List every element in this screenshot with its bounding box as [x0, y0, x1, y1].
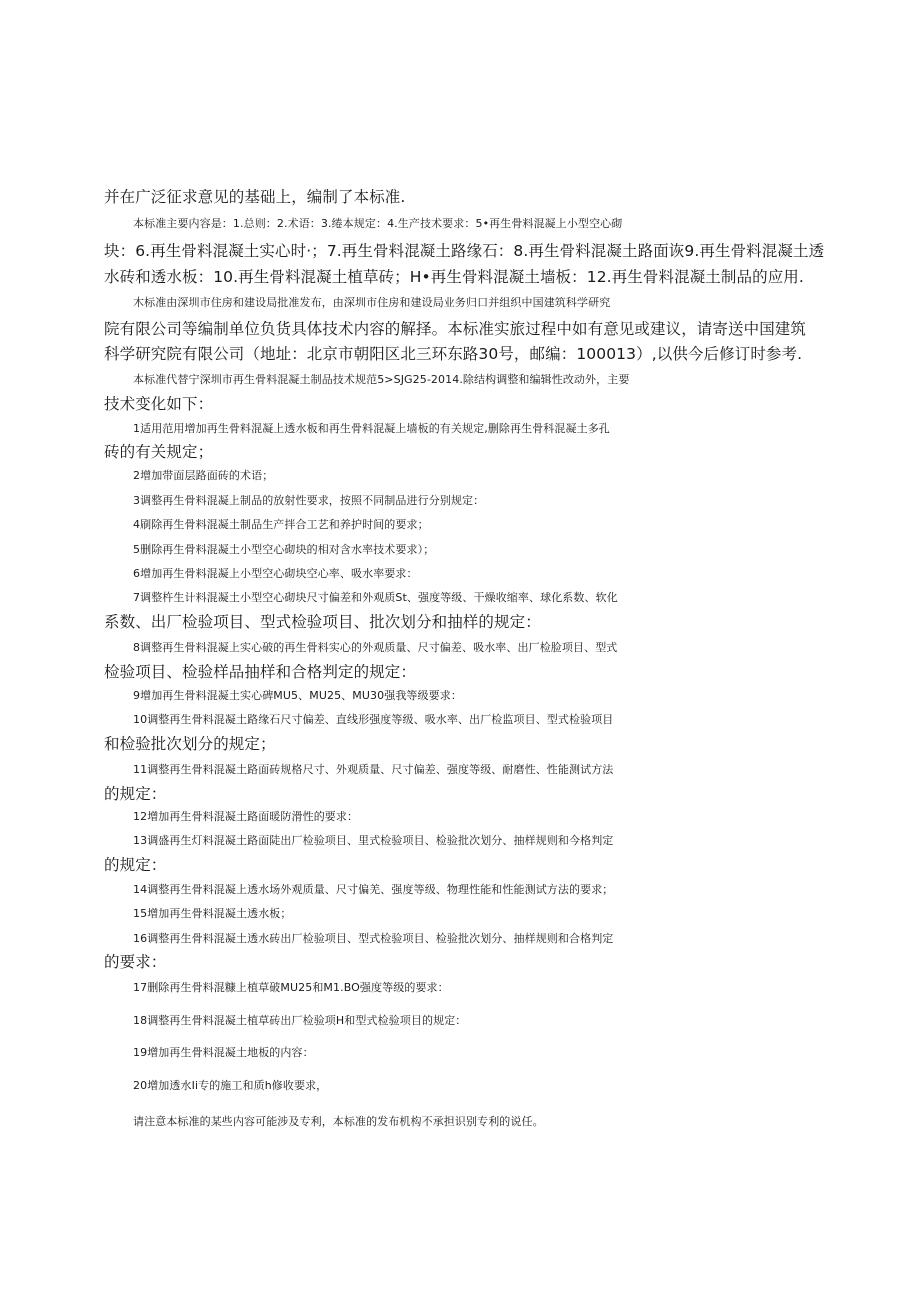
list-item-line: 3调整再生骨料混凝上制品的放射性要求，按照不同制品进行分别规定： — [133, 494, 485, 507]
paragraph-line: 本标准代替宁深圳市再生骨料混凝土制品技术规范5>SJG25-2014.除结构调整和编辑性改动外，主要 — [133, 373, 630, 386]
list-item-line: 18调整再生骨料混凝土植草砖出厂检验项H和型式检验项目的规定： — [133, 1014, 467, 1027]
list-item-line: 检验项目、检验样品抽样和合格判定的规定： — [104, 663, 417, 681]
paragraph-line: 木标准由深圳市住房和建设局批准发布，由深圳市住房和建设局业务归口并组织中国建筑科学研究 — [133, 296, 611, 309]
list-item-line: 15增加再生骨料混凝土透水板； — [133, 907, 292, 920]
paragraph-line: 技术变化如下： — [104, 395, 214, 413]
paragraph-line: 并在广泛征求意见的基础上，编制了本标准. — [104, 188, 406, 206]
list-item-line: 5删除再生骨料混凝土小型空心砌块的相对含水率技术要求）； — [133, 543, 435, 556]
list-item-line: 11调整再生骨料混凝土路面砖规格尺寸、外观质量、尺寸偏差、强度等级、耐磨性、性能测试方法 — [133, 763, 614, 776]
list-item-line: 4刷除再生骨料混凝土制品生产拌合工艺和养护时间的要求； — [133, 518, 429, 531]
list-item-line: 1适用范用增加再生骨料混凝上透水板和再生骨料混凝上墙板的有关规定,删除再生骨科混凝土多孔 — [133, 422, 610, 435]
list-item-line: 14调整再生骨料混凝上透水场外观质量、尺寸偏羌、强度等级、物理性能和性能测试方法的要求； — [133, 883, 614, 896]
list-item-line: 的规定： — [104, 856, 167, 874]
list-item-line: 系数、出厂检验项目、型式检验项目、批次划分和抽样的规定： — [104, 613, 541, 631]
list-item-line: 19增加再生骨料混凝土地板的内容： — [133, 1046, 314, 1059]
paragraph-line: 科学研究院有限公司（地址：北京市朝阳区北三环东路30号，邮编：100013）,以供今后修订时参考. — [104, 345, 803, 363]
list-item-line: 的规定： — [104, 785, 167, 803]
list-item-line: 10调整再生骨料混凝土路缘石尺寸偏差、直线形强度等级、吸水率、出厂检监项目、型式检验项目 — [133, 713, 614, 726]
list-item-line: 13调盛再生灯料混凝土路面陡出厂检验项目、里式检验项目、检验批次划分、抽样规则和今格判定 — [133, 834, 614, 847]
list-item-line: 的要求： — [104, 953, 167, 971]
list-item-line: 8调整再生骨料混凝上实心破的再生骨料实心的外观质量、尺寸偏差、吸水率、出厂检脸项目、型式 — [133, 641, 618, 654]
list-item-line: 16调整再生骨料混凝土透水砖出厂检验项目、型式检验项目、检验批次划分、抽样规则和合格判定 — [133, 932, 614, 945]
list-item-line: 17删除再生骨料混糠上植草破MU25和M1.BO强度等级的要求： — [133, 981, 449, 994]
list-item-line: 20增加透水Ii专的施工和质h修收要求， — [133, 1079, 328, 1092]
list-item-line: 和检验批次划分的规定； — [104, 735, 276, 753]
patent-notice: 请注意本标准的某些内容可能涉及专利，本标准的发布机构不承担识别专利的说任。 — [133, 1115, 544, 1128]
list-item-line: 6增加再生骨料混凝上小型空心砌块空心率、吸水率要求： — [133, 567, 418, 580]
paragraph-line: 块：6.再生骨料混凝土实心时·；7.再生骨料混凝土路缘石：8.再生骨料混凝土路面诙9.再生骨料混凝土透 — [104, 242, 825, 260]
list-item-line: 12增加再生骨料混凝土路面暖防滑性的要求： — [133, 810, 359, 823]
list-item-line: 2增加带面层路面砖的术语； — [133, 469, 274, 482]
list-item-line: 7调整杵生计料混凝土小型空心砌块尺寸偏差和外观质St、强度等级、干燥收缩率、球化系数、软化 — [133, 591, 618, 604]
paragraph-line: 水砖和透水板：10.再生骨料混凝土植草砖；H•再生骨料混凝土墙板：12.再生骨料混凝土制品的应用. — [104, 268, 804, 286]
paragraph-line: 院有限公司等编制单位负货具体技术内容的解择。本标准实旅过程中如有意见或建议，请寄送中国建筑 — [104, 320, 807, 338]
list-item-line: 9增加再生骨料混凝土实心碑MU5、MU25、MU30强我等级要求： — [133, 689, 462, 702]
paragraph-line: 本标准主要内容是：1.总则：2.术语：3.绻本规定：4.生产技术要求：5•再生骨料混凝上小型空心砌 — [133, 217, 623, 230]
list-item-line: 砖的有关规定； — [104, 443, 214, 461]
